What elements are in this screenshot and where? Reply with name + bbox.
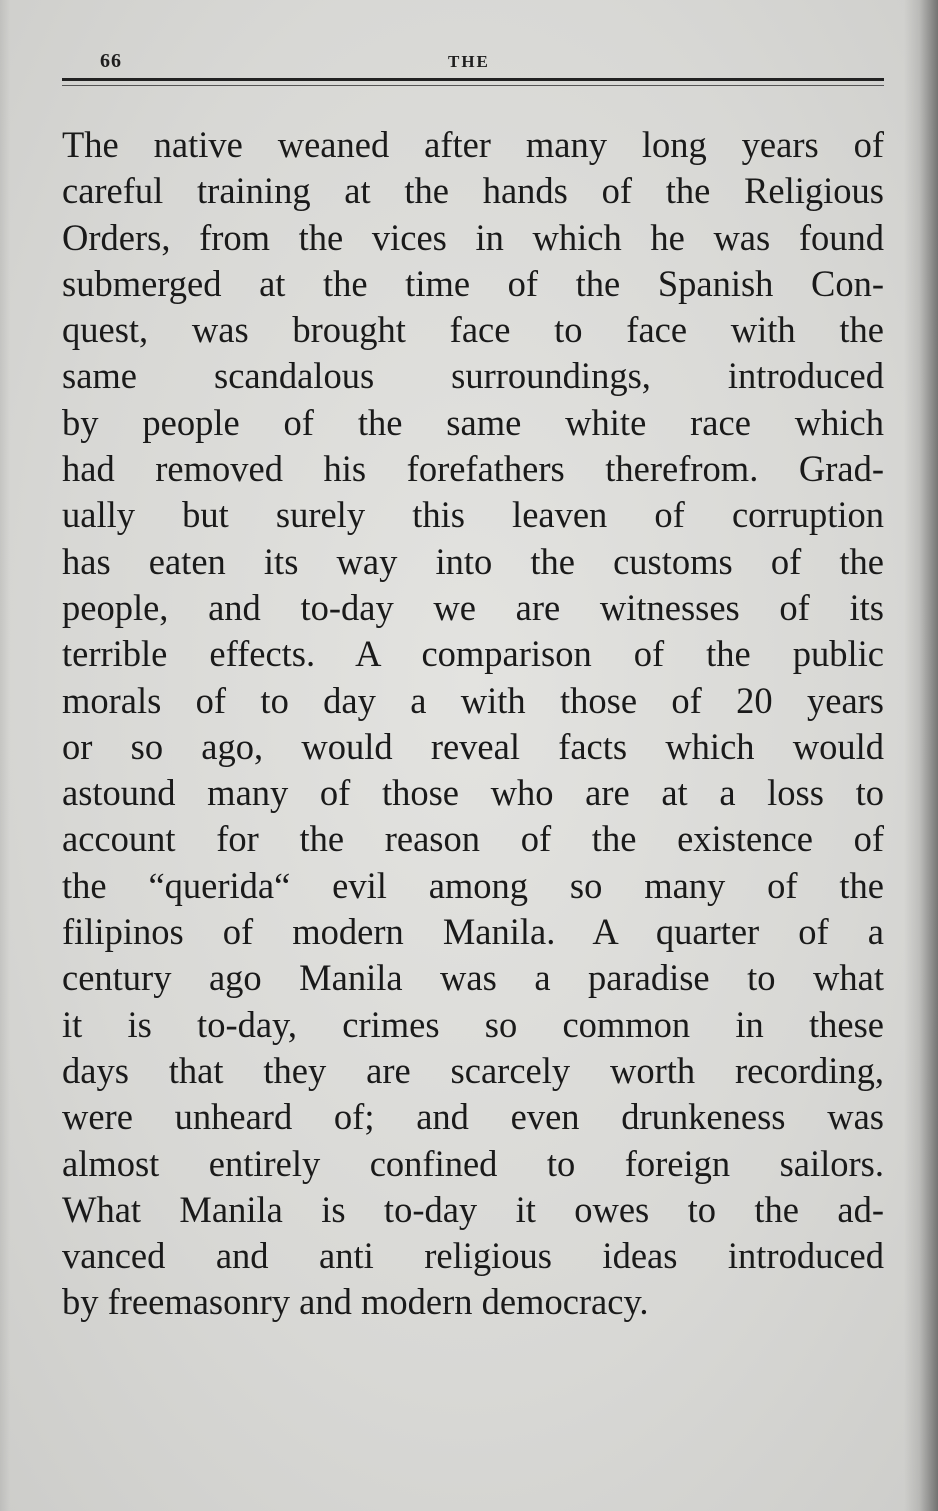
text-line: The native weaned after many long years of [62,124,884,165]
text-line: by people of the same white race which [62,401,884,443]
text-line: Orders, from the vices in which he was found [62,216,884,258]
page-number: 66 [100,50,122,72]
page-left-edge-shadow [0,0,10,1511]
text-line: century ago Manila was a paradise to what [62,957,884,999]
text-line: has eaten its way into the customs of the [62,540,884,582]
header-rule-thin [62,85,884,86]
text-line: astound many of those who are at a loss to [62,772,884,814]
text-line: it is to-day, crimes so common in these [62,1003,884,1045]
text-line: or so ago, would reveal facts which would [62,725,884,767]
header-rule [62,78,884,81]
page-gutter-shadow [904,0,938,1511]
text-line: account for the reason of the existence of [62,818,884,860]
text-line: terrible effects. A comparison of the public [62,633,884,675]
running-head: THE [448,52,490,71]
text-line: had removed his forefathers therefrom. Grad- [62,448,884,490]
text-line: days that they are scarcely worth recording, [62,1049,884,1091]
text-line: filipinos of modern Manila. A quarter of a [62,911,884,953]
body-paragraph [62,122,884,1326]
text-line: What Manila is to-day it owes to the ad- [62,1188,884,1230]
text-line: morals of to day a with those of 20 years [62,679,884,721]
text-line: quest, was brought face to face with the [62,309,884,351]
text-line: same scandalous surroundings, introduced [62,355,884,397]
text-line: were unheard of; and even drunkeness was [62,1096,884,1138]
text-line: almost entirely confined to foreign sailors. [62,1142,884,1184]
text-line: careful training at the hands of the Religious [62,170,884,212]
text-line: ually but surely this leaven of corruption [62,494,884,536]
text-line-last: by freemasonry and modern democracy. [62,1281,649,1323]
text-line: submerged at the time of the Spanish Con- [62,262,884,304]
page-header [62,40,884,88]
text-line: the “querida“ evil among so many of the [62,864,884,906]
text-line: people, and to-day we are witnesses of its [62,586,884,628]
text-line: vanced and anti religious ideas introduced [62,1235,884,1277]
